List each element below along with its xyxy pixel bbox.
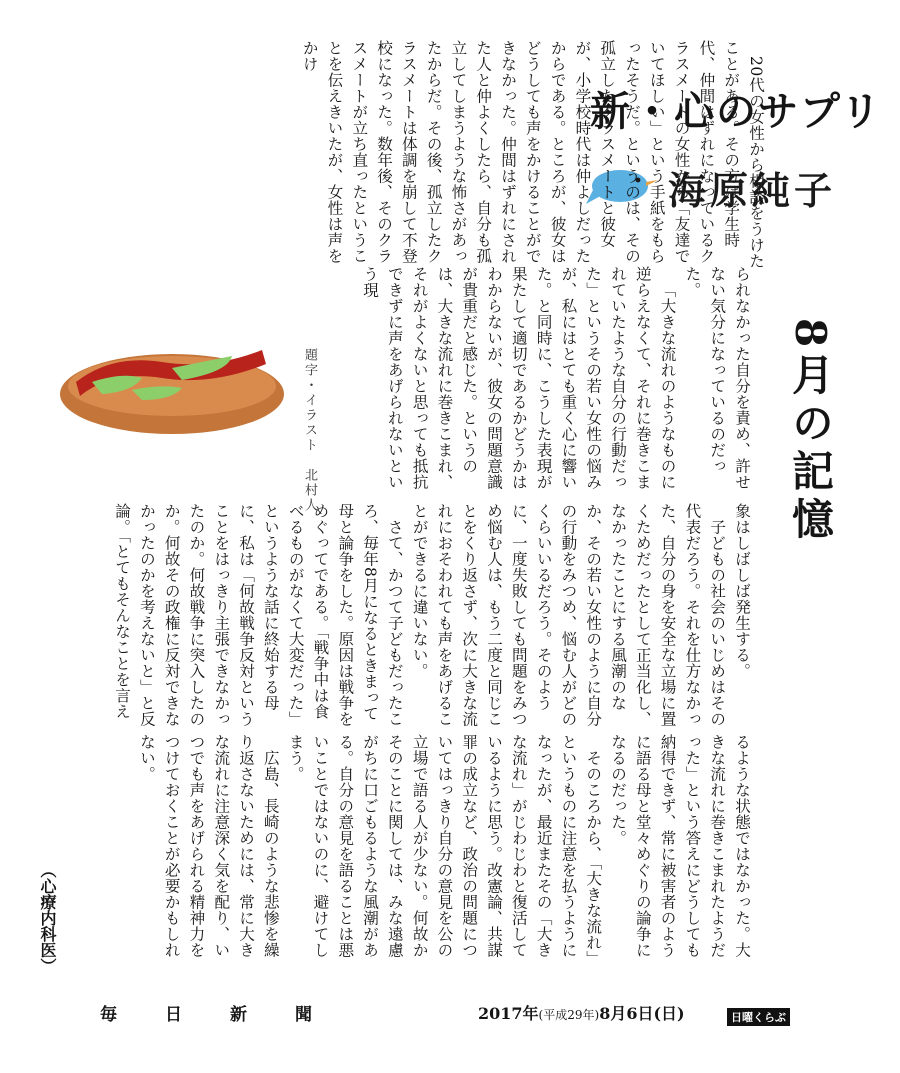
paragraph: 20代の女性から相談をうけたことがある。その方は学生時代、仲間はずれになっているクラスメートの女性から「友達でいてほしい」という手紙をもらったそうだ。というのは、その孤立したクラスメートと彼女が、小学校時代は仲よしだったからである。ところが、彼女はどうしても声をかけることができなかった。仲間はずれにされた人と仲よくしたら、自分も孤立してしまうような怖さがあったからだ。その後、孤立したクラスメートは体調を崩して不登校になった。数年後、そのクラスメートが立ち直ったということを伝えきいたが、女性は声をかけ xyxy=(300,40,765,269)
hotdog-illustration xyxy=(52,312,292,442)
paragraph: さて、かつて子どもだったころ、毎年8月になるときまって母と論争をした。原因は戦争をめぐってである。「戦争中は食べるものがなくて大変だった」というような話に終始する母に、私は「何故戦争反対という ことをはっきり主張できなかったのか。何故戦争に突入したのか。何故その政権に反対できなかったのかを考えないと」と反論。「とてもそんなことを言え xyxy=(113,503,404,727)
date-year: 2017年 xyxy=(478,1004,539,1023)
text-column-4 xyxy=(58,734,754,966)
paragraph: るような状態ではなかった。大きな流れに巻きこまれたようだった」という答えにどうしても納得できず、常に被害者のように語る母と堂々めぐりの論争になるのだった。 xyxy=(609,734,751,958)
author-signature: （心療内科医） xyxy=(38,862,57,974)
paragraph: そのころから、「大きな流れ」というものに注意を払うようになったが、最近またその「大きな流れ」がじわじわと復活しているように思う。改憲論、共謀罪の成立など、政治の問題についてはっきり自分の意見を公の立場で語る人が少ない。何故かそのことに関しては、みな遠慮がちに口ごもるような風潮がある。自分の意見を語ることは悪いことではないのに、避けてしまう。 xyxy=(286,734,603,966)
paragraph: 子どもの社会のいじめはその代表だろう。それを仕方なかった、自分の身を安全な立場に置くためだったとして正当化し、なかったことにする風潮のなか、その若い女性のように自分の行動をみつめ、悩む人がどのくらいいるだろう。そのように、一度失敗しても問題をみつめ悩む人は、もう二度と同じことをくり返さず、次に大きな流れにおそわれても声をあげることができるに違いない。 xyxy=(410,503,727,727)
date-era: (平成29年) xyxy=(538,1008,600,1022)
author-name: 海原純子 xyxy=(668,169,837,213)
paragraph: 象はしばしば発生する。 xyxy=(733,503,751,679)
paragraph: られなかった自分を責め、許せない気分になっているのだった。 xyxy=(683,266,751,490)
text-column-2 xyxy=(334,266,754,498)
paragraph: 広島、長崎のような悲惨を繰り返さないためには、常に大きな流れに注意深く気を配り、いつでも声をあげられる精神力をつけておくことが必要かもしれない。 xyxy=(137,734,280,958)
paragraph: 「大きな流れのようなものに逆らえなくて、それに巻きこまれていたような自分の行動だった」というその若い女性の悩みが、私にはとても重く心に響いた。と同時に、こうした表現が果たして適切であるかどうかはわからないが、彼女の問題意識が貴重だと感じた。というのは、大きな流れに巻きこまれ、それがよくないと思っても抵抗できずに声をあげられないという現 xyxy=(361,266,677,490)
section-badge: 日曜くらぶ xyxy=(727,1008,790,1026)
publication-date xyxy=(478,1001,685,1024)
date-day: 8月6日(日) xyxy=(599,1004,685,1023)
text-column-3 xyxy=(58,503,754,731)
illustration-credit: 題字・イラスト 北村人 xyxy=(302,348,317,513)
series-title-text: 新・心のサプリ xyxy=(590,89,883,135)
text-column-1 xyxy=(300,40,768,272)
newspaper-masthead: 毎日新聞 xyxy=(100,1005,360,1025)
essay-title: 8月の記憶 xyxy=(786,318,835,546)
